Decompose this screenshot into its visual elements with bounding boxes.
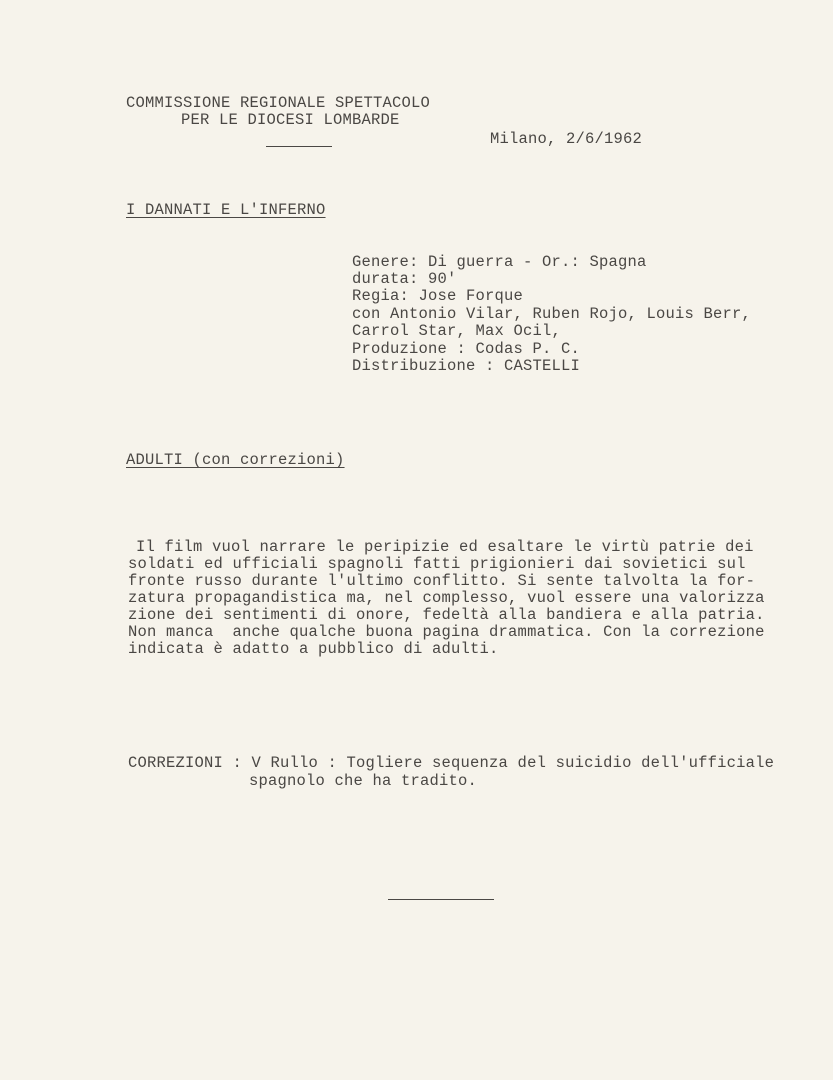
org-line-2: PER LE DIOCESI LOMBARDE [181, 111, 400, 129]
closing-rule [388, 899, 494, 900]
detail-cast-2: Carrol Star, Max Ocil, [352, 322, 562, 340]
detail-director: Regia: Jose Forque [352, 287, 524, 305]
review-line: zatura propagandistica ma, nel complesso, vuol essere una valorizza [128, 589, 765, 607]
detail-duration: durata: 90' [352, 270, 457, 288]
review-line: Il film vuol narrare le peripizie ed esaltare le virtù patrie dei [136, 538, 754, 556]
detail-production: Produzione : Codas P. C. [352, 340, 581, 358]
review-line: Non manca anche qualche buona pagina drammatica. Con la correzione [128, 623, 765, 641]
review-line: indicata è adatto a pubblico di adulti. [128, 640, 499, 658]
document-date: Milano, 2/6/1962 [490, 130, 643, 148]
review-line: soldati ed ufficiali spagnoli fatti prigionieri dai sovietici sul [128, 555, 746, 573]
detail-genre: Genere: Di guerra - Or.: Spagna [352, 253, 647, 271]
film-title: I DANNATI E L'INFERNO [126, 201, 326, 219]
rating-label: ADULTI (con correzioni) [126, 451, 345, 469]
corrections-line-1 [128, 754, 774, 772]
corrections-text-1: : V Rullo : Togliere sequenza del suicidio dell'ufficiale [223, 754, 775, 772]
org-line-1: COMMISSIONE REGIONALE SPETTACOLO [126, 94, 431, 112]
corrections-line-2: spagnolo che ha tradito. [249, 772, 478, 790]
review-line: zione dei sentimenti di onore, fedeltà alla bandiera e alla patria. [128, 606, 765, 624]
corrections-label: CORREZIONI [128, 754, 224, 772]
header-rule [266, 146, 332, 147]
review-line: fronte russo durante l'ultimo conflitto. Si sente talvolta la for- [128, 572, 756, 590]
detail-cast-1: con Antonio Vilar, Ruben Rojo, Louis Berr, [352, 305, 752, 323]
detail-distribution: Distribuzione : CASTELLI [352, 357, 581, 375]
